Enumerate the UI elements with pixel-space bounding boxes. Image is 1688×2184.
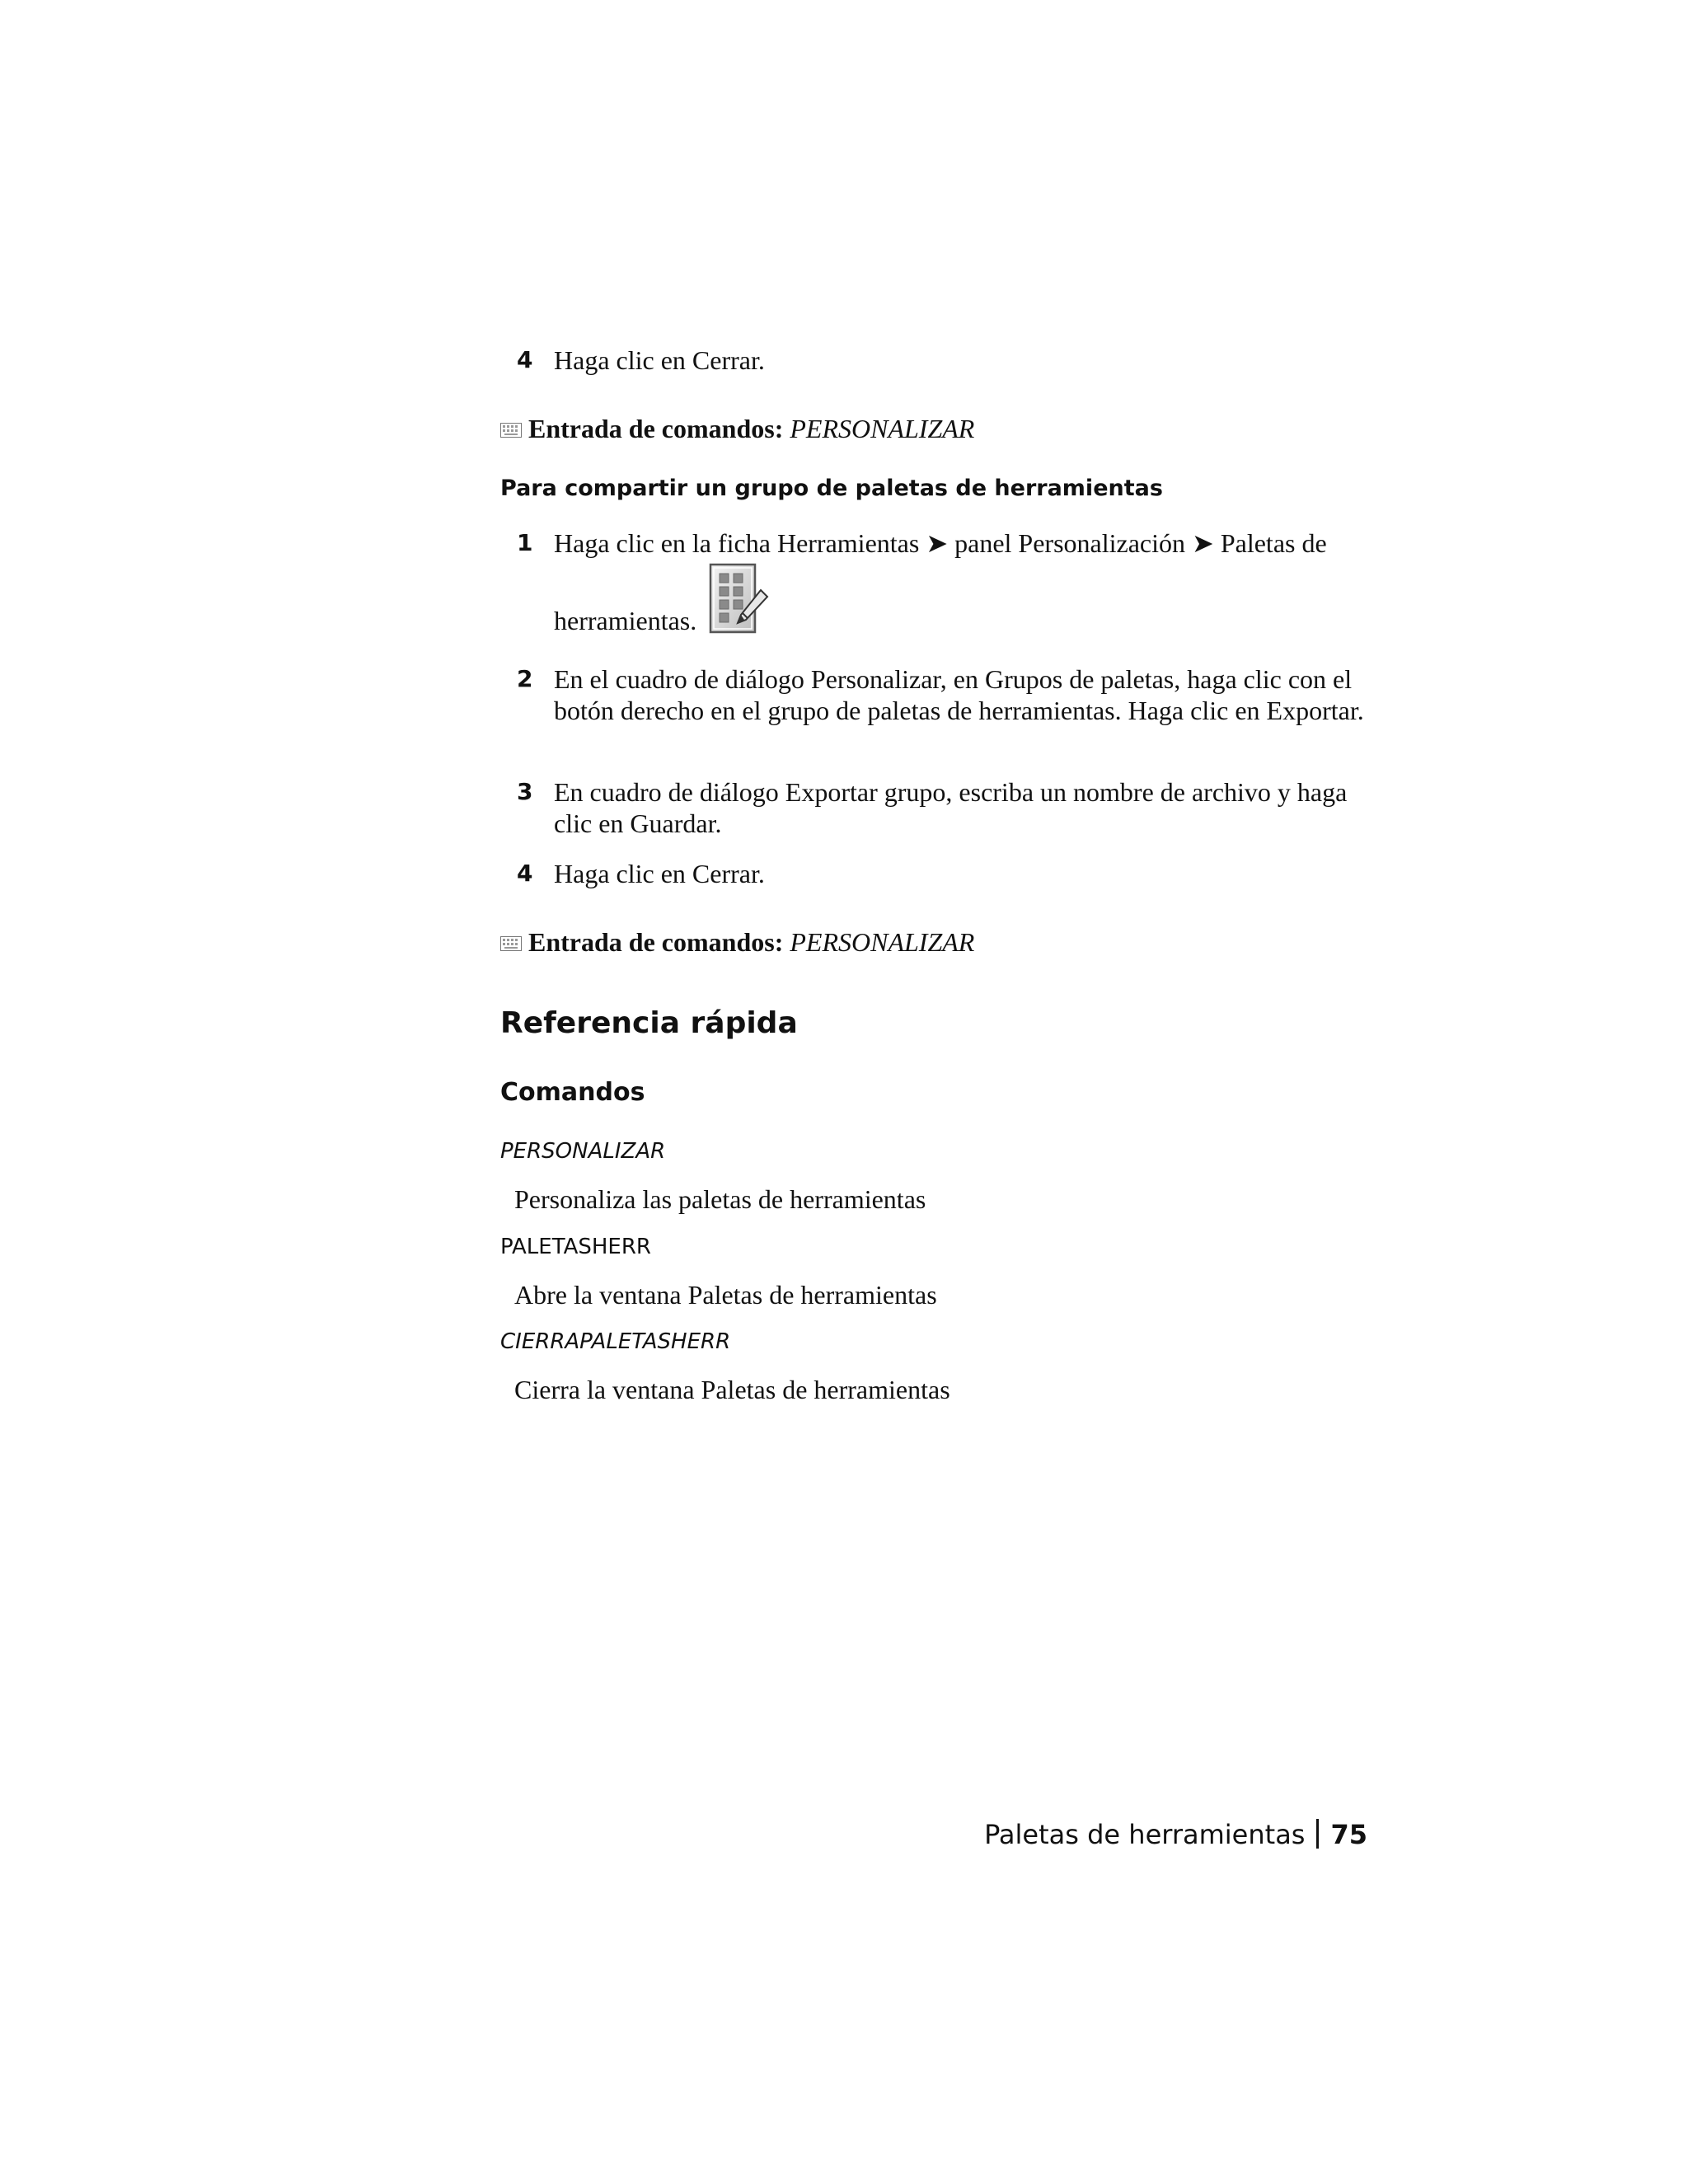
step-text-line1: Haga clic en la ficha Herramientas ➤ panel Personalización ➤ Paletas de	[554, 528, 1327, 558]
share-step-2	[517, 663, 1374, 726]
step-number: 4	[517, 346, 533, 373]
page-number: 75	[1330, 1819, 1367, 1850]
step-text: En cuadro de diálogo Exportar grupo, escriba un nombre de archivo y haga clic en Guardar.	[554, 777, 1348, 838]
step-number: 3	[517, 778, 533, 805]
share-step-1-continuation	[517, 565, 1374, 636]
step-number: 1	[517, 529, 533, 556]
tool-palettes-icon	[708, 562, 771, 641]
command-name[interactable]: PERSONALIZAR	[500, 1139, 666, 1164]
step-number: 4	[517, 860, 533, 887]
share-section-heading: Para compartir un grupo de paletas de herramientas	[500, 476, 1163, 501]
share-step-1	[517, 527, 1374, 559]
keyboard-icon	[500, 413, 522, 444]
command-description: Personaliza las paletas de herramientas	[514, 1184, 926, 1214]
share-step-4	[517, 858, 1374, 889]
command-name[interactable]: CIERRAPALETASHERR	[500, 1329, 731, 1354]
command-description: Cierra la ventana Paletas de herramientas	[514, 1375, 950, 1404]
step-text: En el cuadro de diálogo Personalizar, en Grupos de paletas, haga clic con el botón derecho en el grupo de paletas de herramientas. Haga clic en Exportar.	[554, 664, 1364, 725]
command-entry-value: PERSONALIZAR	[790, 414, 975, 443]
command-entry-label: Entrada de comandos:	[528, 927, 784, 957]
command-entry-value: PERSONALIZAR	[790, 927, 975, 957]
command-description: Abre la ventana Paletas de herramientas	[514, 1280, 937, 1310]
command-entry	[500, 413, 974, 448]
footer-divider	[1316, 1819, 1319, 1849]
page-footer	[984, 1818, 1367, 1851]
command-entry	[500, 926, 974, 961]
step-text-line2: herramientas.	[554, 606, 697, 635]
command-entry-label: Entrada de comandos:	[528, 414, 784, 443]
commands-subheading: Comandos	[500, 1078, 645, 1107]
share-step-3	[517, 776, 1374, 839]
step-text: Haga clic en Cerrar.	[554, 345, 765, 375]
step-number: 2	[517, 665, 533, 692]
keyboard-icon	[500, 926, 522, 958]
quick-reference-heading: Referencia rápida	[500, 1006, 798, 1040]
footer-section-title: Paletas de herramientas	[984, 1819, 1306, 1850]
step-text: Haga clic en Cerrar.	[554, 859, 765, 888]
prev-step-4	[517, 344, 1374, 376]
command-name[interactable]: PALETASHERR	[500, 1235, 651, 1259]
